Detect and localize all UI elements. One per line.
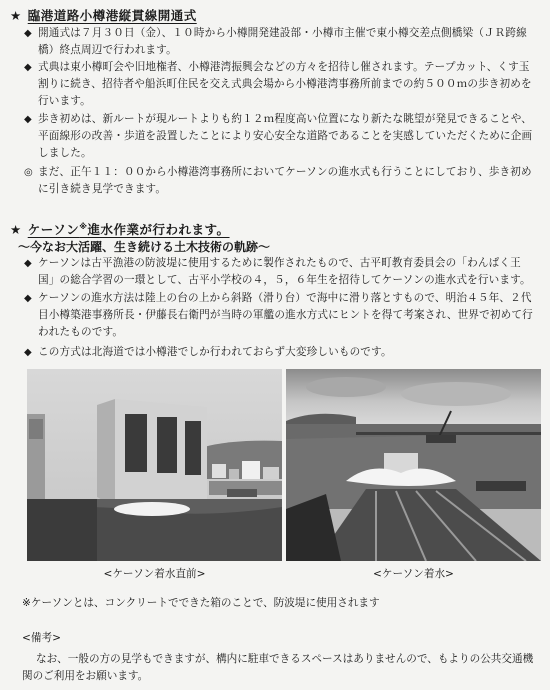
caption-right: <ケーソン着水> [373,568,454,580]
star-icon: ★ [10,8,22,23]
section2-bullet-1: ◆ ケーソンは古平漁港の防波堤に使用するために製作されたもので、古平町教育委員会の「わんぱく王国」の総合学習の一環として、古平小学校の４，５，６年生を招待してケーソンの進水式を行います。 [24,257,531,286]
caisson-before-launch-image [27,369,282,561]
caption-left: <ケーソン着水直前> [103,568,206,580]
diamond-icon: ◆ [24,258,32,269]
double-circle-icon: ◎ [24,167,33,178]
section1-bullet-2: ◆ 式典は東小樽町会や旧地権者、小樽港湾振興会などの方々を招待し催されます。テープカット、くす玉割りに続き、招待者や船浜町住民を交え式典会場から小樽港湾事務所前までの約５００ｍの歩き初めを行います。 [24,61,532,107]
diamond-icon: ◆ [24,62,32,73]
section2-heading [10,220,230,238]
remarks-label: <備考> [22,632,61,644]
diamond-icon: ◆ [24,28,32,39]
caisson-launch-image [286,369,541,561]
diamond-icon: ◆ [24,293,32,304]
caisson-footnote: ※ケーソンとは、コンクリートでできた箱のことで、防波堤に使用されます [22,597,380,609]
diamond-icon: ◆ [24,114,32,125]
section1-bullet-1: ◆ 開通式は７月３０日（金）、１０時から小樽開発建設部・小樽市主催で東小樽交差点側橋梁（ＪＲ跨線橋）終点周辺で行われます。 [24,27,527,56]
section1-bullet-3: ◆ 歩き初めは、新ルートが現ルートよりも約１２ｍ程度高い位置になり新たな眺望が発見できることや、平面線形の改善・歩道を設置したことにより安心安全な道路であることを実感していただくために企画しました。 [24,113,533,159]
section2-bullet-2: ◆ ケーソンの進水方法は陸上の台の上から斜路（滑り台）で海中に滑り落とすもので、明治４５年、２代目小樽築港事務所長・伊藤長右衛門が当時の軍艦の進水方式にヒントを得て考案され、世界で初めて行われたものです。 [24,292,533,338]
section1-title: 臨港道路小樽港縦貫線開通式 [27,8,197,23]
section2-subtitle: ～今なお大活躍、生き続ける土木技術の軌跡～ [18,240,271,254]
photo-caisson-launch [286,369,541,561]
section2-title: ケーソン※進水作業が行われます。 [27,221,230,237]
section2-bullet-3: ◆ この方式は北海道では小樽港でしか行われておらず大変珍しいものです。 [24,344,536,361]
star-icon: ★ [10,222,22,237]
photo-caisson-before-launch [27,369,282,561]
section1-heading [10,6,197,24]
remarks-text: なお、一般の方の見学もできますが、構内に駐車できるスペースはありませんので、もよりの公共交通機関のご利用をお願います。 [22,653,534,682]
section1-note: ◎ まだ、正午１１：００から小樽港湾事務所においてケーソンの進水式も行うことにしており、歩き初めに引き続き見学できます。 [24,166,532,195]
diamond-icon: ◆ [24,347,32,358]
